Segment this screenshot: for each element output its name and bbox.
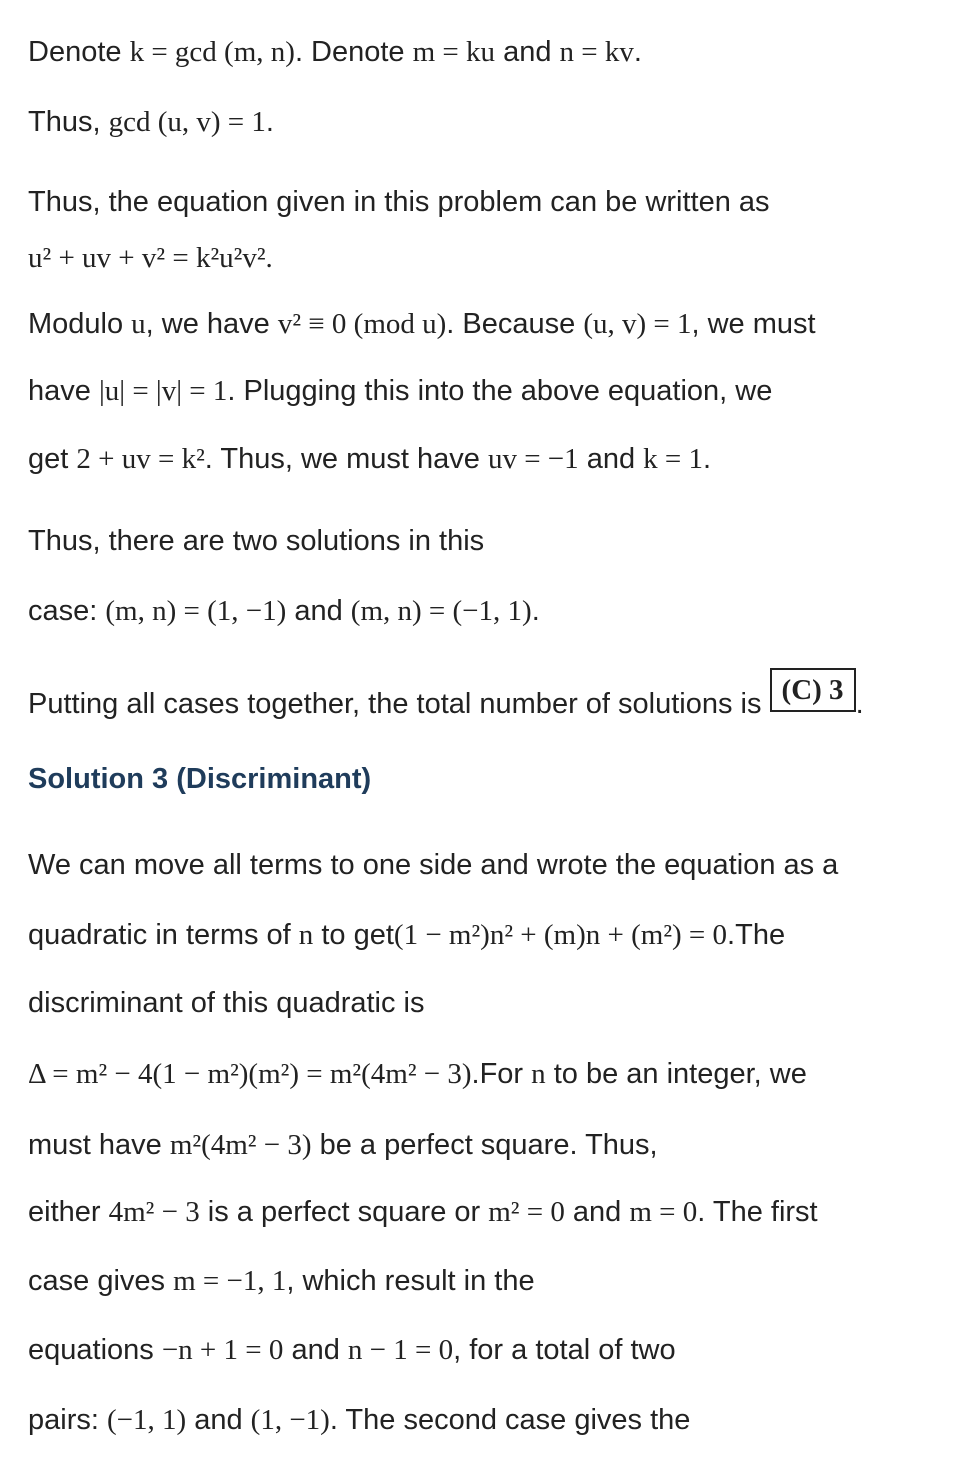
math-expression: (1, −1) xyxy=(250,1404,330,1436)
text-run: .The xyxy=(727,919,786,951)
text-run: quadratic in terms of xyxy=(28,919,299,951)
text-line xyxy=(28,915,785,955)
boxed-answer: (C) 3 xyxy=(770,668,856,712)
text-run: . Denote xyxy=(294,36,413,68)
text-line xyxy=(28,1400,690,1440)
text-run: get xyxy=(28,443,77,475)
text-run: and xyxy=(283,1334,348,1366)
text-run: , which result in the xyxy=(286,1265,535,1297)
math-expression: Δ = m² − 4(1 − m²)(m²) = m²(4m² − 3) xyxy=(28,1058,472,1090)
text-run: , for a total of two xyxy=(453,1334,676,1366)
text-run: to be an integer, we xyxy=(545,1058,807,1090)
math-expression: u xyxy=(131,308,146,340)
text-run: and xyxy=(286,595,351,627)
text-run: , we must xyxy=(691,308,816,340)
heading-text: Solution 3 (Discriminant) xyxy=(28,763,372,795)
text-run: . The second case gives the xyxy=(329,1404,691,1436)
text-run: to get xyxy=(313,919,394,951)
text-line xyxy=(28,32,642,72)
text-run: Thus, there are two solutions in this xyxy=(28,525,485,557)
text-run: . xyxy=(633,36,642,68)
text-run: must have xyxy=(28,1129,170,1161)
text-line xyxy=(28,674,864,726)
math-expression: uv = −1 xyxy=(487,443,579,475)
text-run: , we have xyxy=(145,308,278,340)
math-expression: u² + uv + v² = k²u²v². xyxy=(28,242,273,274)
text-run: . Plugging this into the above equation, we xyxy=(227,375,773,407)
text-run: . Because xyxy=(446,308,584,340)
text-line xyxy=(28,1054,807,1094)
math-expression: m = 0 xyxy=(629,1196,698,1228)
text-line xyxy=(28,1192,818,1232)
math-expression: k = gcd (m, n) xyxy=(129,36,295,68)
text-run: case: xyxy=(28,595,106,627)
text-run: and xyxy=(564,1196,630,1228)
math-expression: (u, v) = 1 xyxy=(583,308,692,340)
text-line xyxy=(28,591,540,631)
text-run: Thus, xyxy=(28,106,109,138)
text-run: either xyxy=(28,1196,109,1228)
text-run: and xyxy=(495,36,560,68)
math-expression: gcd (u, v) = 1 xyxy=(108,106,266,138)
text-run: equations xyxy=(28,1334,162,1366)
text-run: have xyxy=(28,375,99,407)
math-expression: m² = 0 xyxy=(488,1196,565,1228)
math-expression: 2 + uv = k² xyxy=(76,443,205,475)
text-run: and xyxy=(186,1404,251,1436)
text-line xyxy=(28,371,772,411)
math-expression: 4m² − 3 xyxy=(108,1196,200,1228)
text-line xyxy=(28,845,838,885)
text-run: discriminant of this quadratic is xyxy=(28,987,425,1019)
text-line xyxy=(28,439,711,479)
math-expression: (m, n) = (1, −1) xyxy=(105,595,287,627)
text-run: . xyxy=(855,688,864,720)
math-expression: n − 1 = 0 xyxy=(347,1334,454,1366)
text-run: . The first xyxy=(697,1196,818,1228)
text-run: and xyxy=(578,443,644,475)
text-line xyxy=(28,521,484,561)
text-run: case gives xyxy=(28,1265,174,1297)
math-expression: v² ≡ 0 (mod u) xyxy=(277,308,447,340)
text-run: Putting all cases together, the total number of solutions is xyxy=(28,688,770,720)
text-line xyxy=(28,182,770,222)
math-expression: (1 − m²)n² + (m)n + (m²) = 0 xyxy=(393,919,728,951)
text-line xyxy=(28,304,816,344)
math-expression: (m, n) = (−1, 1) xyxy=(350,595,532,627)
section-heading xyxy=(28,759,371,799)
math-expression: k = 1 xyxy=(643,443,704,475)
math-expression: m = −1, 1 xyxy=(173,1265,287,1297)
math-expression: m = ku xyxy=(412,36,496,68)
text-run: is a perfect square or xyxy=(199,1196,489,1228)
text-line xyxy=(28,1261,535,1301)
math-line xyxy=(28,238,273,278)
math-expression: m²(4m² − 3) xyxy=(169,1129,312,1161)
text-run: Modulo xyxy=(28,308,132,340)
text-run: . xyxy=(531,595,540,627)
text-line xyxy=(28,1330,676,1370)
math-expression: n xyxy=(531,1058,546,1090)
text-run: .For xyxy=(471,1058,532,1090)
text-run: . xyxy=(703,443,712,475)
text-run: . xyxy=(265,106,274,138)
text-run: We can move all terms to one side and wrote the equation as a xyxy=(28,849,839,881)
text-line xyxy=(28,983,425,1023)
math-expression: −n + 1 = 0 xyxy=(161,1334,284,1366)
math-expression: |u| = |v| = 1 xyxy=(98,375,228,407)
text-run: be a perfect square. Thus, xyxy=(311,1129,658,1161)
math-expression: n = kv xyxy=(559,36,634,68)
text-run: Thus, the equation given in this problem can be written as xyxy=(28,186,770,218)
text-line xyxy=(28,1125,658,1165)
text-run: pairs: xyxy=(28,1404,107,1436)
text-run: Denote xyxy=(28,36,130,68)
text-line xyxy=(28,102,274,142)
math-expression: (−1, 1) xyxy=(106,1404,187,1436)
text-run: . Thus, we must have xyxy=(204,443,488,475)
math-expression: n xyxy=(298,919,314,951)
